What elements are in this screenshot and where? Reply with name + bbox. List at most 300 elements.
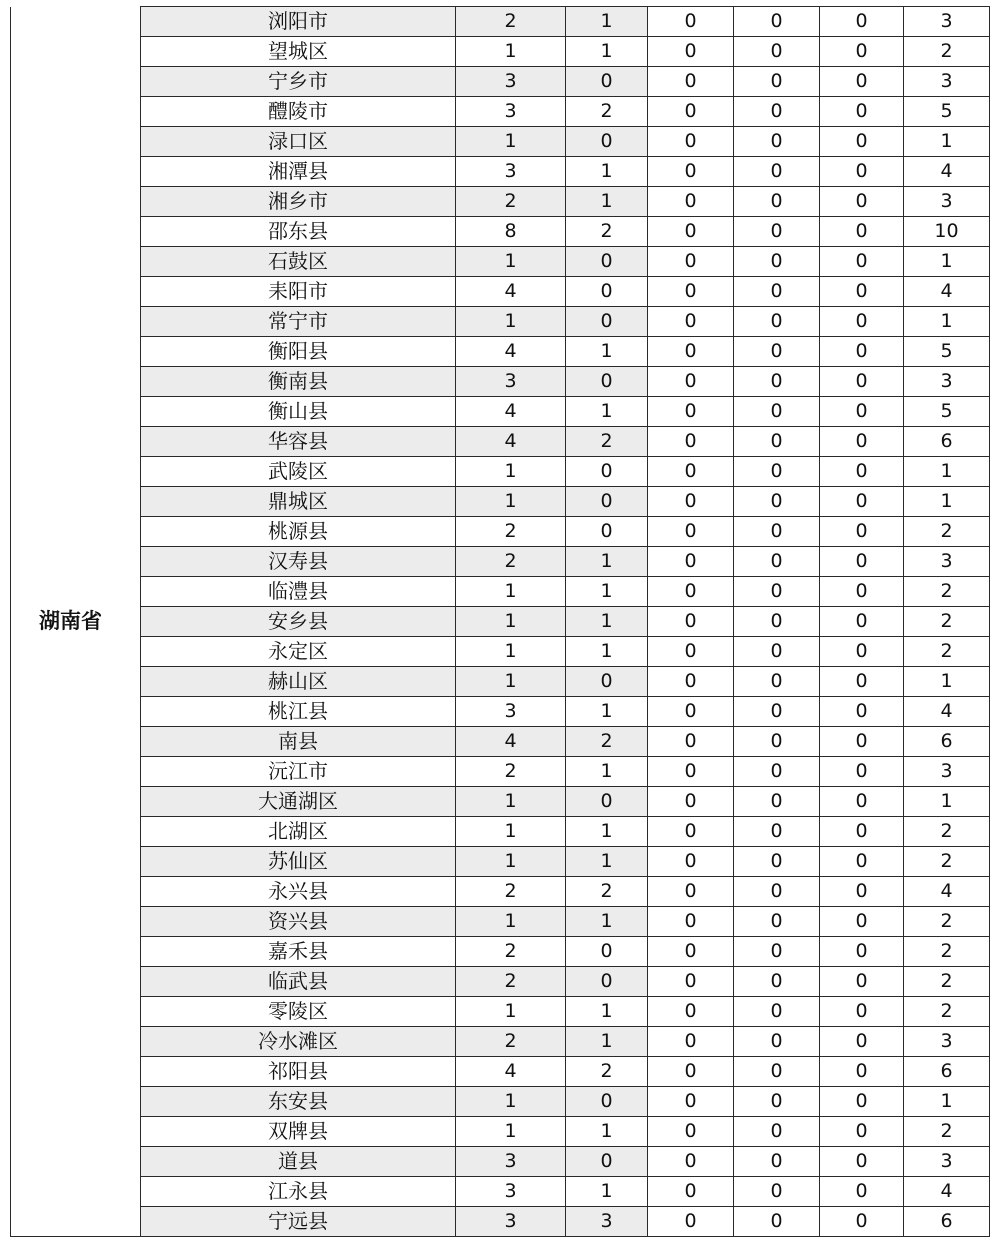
county-name-cell: 零陵区 [141, 997, 456, 1027]
count-cell-col1: 4 [456, 337, 566, 367]
count-cell-col2: 1 [566, 997, 648, 1027]
count-cell-col1: 1 [456, 1117, 566, 1147]
count-cell-col1: 1 [456, 817, 566, 847]
count-cell-col2: 1 [566, 907, 648, 937]
count-cell-col3: 0 [648, 607, 734, 637]
count-cell-col2: 1 [566, 157, 648, 187]
county-name-cell: 宁乡市 [141, 67, 456, 97]
count-cell-col6: 3 [904, 7, 990, 37]
table-row [11, 967, 990, 997]
count-cell-col4: 0 [734, 1117, 820, 1147]
count-cell-col1: 2 [456, 967, 566, 997]
count-cell-col5: 0 [820, 277, 904, 307]
count-cell-col2: 2 [566, 1057, 648, 1087]
count-cell-col3: 0 [648, 7, 734, 37]
count-cell-col6: 3 [904, 757, 990, 787]
count-cell-col3: 0 [648, 1117, 734, 1147]
count-cell-col1: 3 [456, 1147, 566, 1177]
count-cell-col1: 1 [456, 577, 566, 607]
count-cell-col4: 0 [734, 187, 820, 217]
count-cell-col4: 0 [734, 1207, 820, 1237]
county-name-cell: 永兴县 [141, 877, 456, 907]
count-cell-col1: 4 [456, 427, 566, 457]
count-cell-col1: 2 [456, 757, 566, 787]
count-cell-col6: 6 [904, 1207, 990, 1237]
count-cell-col3: 0 [648, 337, 734, 367]
table-row [11, 337, 990, 367]
county-name-cell: 祁阳县 [141, 1057, 456, 1087]
count-cell-col1: 4 [456, 1057, 566, 1087]
count-cell-col2: 0 [566, 1147, 648, 1177]
count-cell-col1: 1 [456, 457, 566, 487]
count-cell-col6: 1 [904, 787, 990, 817]
count-cell-col5: 0 [820, 307, 904, 337]
count-cell-col6: 4 [904, 697, 990, 727]
count-cell-col6: 3 [904, 187, 990, 217]
count-cell-col4: 0 [734, 877, 820, 907]
county-name-cell: 永定区 [141, 637, 456, 667]
count-cell-col4: 0 [734, 1027, 820, 1057]
count-cell-col3: 0 [648, 367, 734, 397]
count-cell-col5: 0 [820, 1147, 904, 1177]
count-cell-col4: 0 [734, 247, 820, 277]
count-cell-col5: 0 [820, 637, 904, 667]
count-cell-col4: 0 [734, 487, 820, 517]
count-cell-col2: 3 [566, 1207, 648, 1237]
count-cell-col1: 2 [456, 1027, 566, 1057]
count-cell-col2: 1 [566, 1117, 648, 1147]
count-cell-col4: 0 [734, 457, 820, 487]
count-cell-col5: 0 [820, 7, 904, 37]
count-cell-col4: 0 [734, 397, 820, 427]
count-cell-col3: 0 [648, 1177, 734, 1207]
count-cell-col6: 6 [904, 727, 990, 757]
count-cell-col5: 0 [820, 697, 904, 727]
count-cell-col5: 0 [820, 67, 904, 97]
count-cell-col6: 1 [904, 247, 990, 277]
count-cell-col5: 0 [820, 1117, 904, 1147]
count-cell-col2: 2 [566, 727, 648, 757]
count-cell-col2: 1 [566, 697, 648, 727]
count-cell-col2: 0 [566, 967, 648, 997]
count-cell-col6: 6 [904, 1057, 990, 1087]
data-table-container [10, 6, 990, 1237]
county-name-cell: 常宁市 [141, 307, 456, 337]
count-cell-col3: 0 [648, 457, 734, 487]
count-cell-col6: 1 [904, 667, 990, 697]
count-cell-col4: 0 [734, 667, 820, 697]
table-row [11, 97, 990, 127]
table-row [11, 637, 990, 667]
count-cell-col1: 4 [456, 277, 566, 307]
count-cell-col4: 0 [734, 967, 820, 997]
count-cell-col3: 0 [648, 517, 734, 547]
count-cell-col2: 1 [566, 757, 648, 787]
count-cell-col1: 2 [456, 517, 566, 547]
count-cell-col3: 0 [648, 997, 734, 1027]
count-cell-col6: 1 [904, 457, 990, 487]
table-row [11, 997, 990, 1027]
count-cell-col6: 2 [904, 637, 990, 667]
count-cell-col1: 1 [456, 487, 566, 517]
county-name-cell: 望城区 [141, 37, 456, 67]
count-cell-col1: 1 [456, 37, 566, 67]
count-cell-col1: 1 [456, 1087, 566, 1117]
count-cell-col2: 0 [566, 787, 648, 817]
count-cell-col6: 3 [904, 547, 990, 577]
count-cell-col5: 0 [820, 817, 904, 847]
count-cell-col1: 2 [456, 937, 566, 967]
count-cell-col5: 0 [820, 127, 904, 157]
count-cell-col3: 0 [648, 127, 734, 157]
county-name-cell: 南县 [141, 727, 456, 757]
count-cell-col1: 3 [456, 97, 566, 127]
county-name-cell: 鼎城区 [141, 487, 456, 517]
table-row [11, 667, 990, 697]
count-cell-col2: 0 [566, 367, 648, 397]
count-cell-col3: 0 [648, 247, 734, 277]
county-name-cell: 东安县 [141, 1087, 456, 1117]
count-cell-col3: 0 [648, 1057, 734, 1087]
count-cell-col3: 0 [648, 667, 734, 697]
count-cell-col5: 0 [820, 157, 904, 187]
count-cell-col3: 0 [648, 967, 734, 997]
count-cell-col2: 1 [566, 817, 648, 847]
count-cell-col5: 0 [820, 787, 904, 817]
count-cell-col4: 0 [734, 1057, 820, 1087]
count-cell-col3: 0 [648, 1207, 734, 1237]
count-cell-col6: 1 [904, 487, 990, 517]
county-name-cell: 嘉禾县 [141, 937, 456, 967]
county-name-cell: 湘潭县 [141, 157, 456, 187]
count-cell-col3: 0 [648, 697, 734, 727]
county-name-cell: 衡山县 [141, 397, 456, 427]
county-name-cell: 资兴县 [141, 907, 456, 937]
count-cell-col2: 2 [566, 97, 648, 127]
count-cell-col4: 0 [734, 127, 820, 157]
count-cell-col3: 0 [648, 787, 734, 817]
count-cell-col1: 1 [456, 787, 566, 817]
count-cell-col4: 0 [734, 607, 820, 637]
count-cell-col5: 0 [820, 967, 904, 997]
county-name-cell: 衡阳县 [141, 337, 456, 367]
count-cell-col5: 0 [820, 247, 904, 277]
count-cell-col3: 0 [648, 67, 734, 97]
table-row [11, 427, 990, 457]
table-row [11, 1027, 990, 1057]
count-cell-col5: 0 [820, 517, 904, 547]
count-cell-col5: 0 [820, 877, 904, 907]
count-cell-col2: 1 [566, 187, 648, 217]
count-cell-col1: 1 [456, 847, 566, 877]
count-cell-col6: 2 [904, 997, 990, 1027]
count-cell-col1: 2 [456, 187, 566, 217]
count-cell-col5: 0 [820, 1177, 904, 1207]
county-name-cell: 临武县 [141, 967, 456, 997]
count-cell-col6: 2 [904, 1117, 990, 1147]
county-name-cell: 安乡县 [141, 607, 456, 637]
count-cell-col2: 0 [566, 517, 648, 547]
count-cell-col3: 0 [648, 157, 734, 187]
county-name-cell: 道县 [141, 1147, 456, 1177]
count-cell-col5: 0 [820, 847, 904, 877]
table-row [11, 277, 990, 307]
count-cell-col1: 1 [456, 247, 566, 277]
count-cell-col6: 5 [904, 397, 990, 427]
count-cell-col1: 1 [456, 907, 566, 937]
county-name-cell: 耒阳市 [141, 277, 456, 307]
table-row [11, 547, 990, 577]
table-row [11, 1207, 990, 1237]
count-cell-col6: 1 [904, 127, 990, 157]
count-cell-col1: 4 [456, 397, 566, 427]
table-row [11, 787, 990, 817]
county-statistics-table [10, 6, 990, 1237]
count-cell-col6: 2 [904, 37, 990, 67]
count-cell-col4: 0 [734, 157, 820, 187]
table-row [11, 1087, 990, 1117]
count-cell-col2: 2 [566, 877, 648, 907]
count-cell-col1: 2 [456, 877, 566, 907]
county-name-cell: 武陵区 [141, 457, 456, 487]
county-name-cell: 汉寿县 [141, 547, 456, 577]
table-row [11, 817, 990, 847]
count-cell-col1: 8 [456, 217, 566, 247]
count-cell-col3: 0 [648, 847, 734, 877]
count-cell-col4: 0 [734, 577, 820, 607]
table-row [11, 7, 990, 37]
count-cell-col5: 0 [820, 397, 904, 427]
count-cell-col3: 0 [648, 187, 734, 217]
count-cell-col1: 1 [456, 127, 566, 157]
table-row [11, 1147, 990, 1177]
table-row [11, 307, 990, 337]
count-cell-col2: 1 [566, 637, 648, 667]
count-cell-col4: 0 [734, 757, 820, 787]
count-cell-col4: 0 [734, 847, 820, 877]
count-cell-col4: 0 [734, 37, 820, 67]
count-cell-col6: 5 [904, 97, 990, 127]
count-cell-col3: 0 [648, 1087, 734, 1117]
count-cell-col3: 0 [648, 637, 734, 667]
count-cell-col1: 2 [456, 7, 566, 37]
count-cell-col2: 0 [566, 457, 648, 487]
count-cell-col4: 0 [734, 637, 820, 667]
count-cell-col6: 5 [904, 337, 990, 367]
count-cell-col5: 0 [820, 367, 904, 397]
count-cell-col5: 0 [820, 757, 904, 787]
count-cell-col3: 0 [648, 307, 734, 337]
count-cell-col1: 3 [456, 697, 566, 727]
table-row [11, 487, 990, 517]
count-cell-col5: 0 [820, 607, 904, 637]
count-cell-col6: 1 [904, 1087, 990, 1117]
count-cell-col4: 0 [734, 997, 820, 1027]
count-cell-col4: 0 [734, 217, 820, 247]
count-cell-col6: 2 [904, 907, 990, 937]
table-row [11, 847, 990, 877]
county-name-cell: 华容县 [141, 427, 456, 457]
count-cell-col3: 0 [648, 397, 734, 427]
count-cell-col2: 0 [566, 487, 648, 517]
count-cell-col6: 3 [904, 1147, 990, 1177]
table-row [11, 607, 990, 637]
count-cell-col3: 0 [648, 277, 734, 307]
province-cell: 湖南省 [11, 7, 141, 1237]
count-cell-col5: 0 [820, 997, 904, 1027]
count-cell-col4: 0 [734, 727, 820, 757]
count-cell-col2: 2 [566, 427, 648, 457]
table-row [11, 187, 990, 217]
count-cell-col2: 0 [566, 247, 648, 277]
county-name-cell: 浏阳市 [141, 7, 456, 37]
count-cell-col1: 3 [456, 1207, 566, 1237]
count-cell-col2: 1 [566, 37, 648, 67]
county-name-cell: 北湖区 [141, 817, 456, 847]
count-cell-col4: 0 [734, 787, 820, 817]
count-cell-col3: 0 [648, 547, 734, 577]
county-name-cell: 苏仙区 [141, 847, 456, 877]
count-cell-col4: 0 [734, 1087, 820, 1117]
count-cell-col5: 0 [820, 937, 904, 967]
count-cell-col1: 3 [456, 367, 566, 397]
count-cell-col3: 0 [648, 817, 734, 847]
count-cell-col3: 0 [648, 97, 734, 127]
count-cell-col3: 0 [648, 577, 734, 607]
count-cell-col5: 0 [820, 667, 904, 697]
count-cell-col3: 0 [648, 757, 734, 787]
count-cell-col6: 3 [904, 67, 990, 97]
count-cell-col3: 0 [648, 217, 734, 247]
county-name-cell: 衡南县 [141, 367, 456, 397]
county-name-cell: 赫山区 [141, 667, 456, 697]
table-row [11, 67, 990, 97]
count-cell-col4: 0 [734, 277, 820, 307]
count-cell-col2: 0 [566, 667, 648, 697]
count-cell-col3: 0 [648, 427, 734, 457]
table-row [11, 577, 990, 607]
count-cell-col2: 0 [566, 277, 648, 307]
count-cell-col6: 4 [904, 277, 990, 307]
count-cell-col2: 0 [566, 1087, 648, 1117]
count-cell-col5: 0 [820, 187, 904, 217]
count-cell-col5: 0 [820, 727, 904, 757]
table-row [11, 757, 990, 787]
table-row [11, 877, 990, 907]
count-cell-col5: 0 [820, 1057, 904, 1087]
count-cell-col4: 0 [734, 1147, 820, 1177]
count-cell-col6: 2 [904, 937, 990, 967]
count-cell-col6: 2 [904, 847, 990, 877]
count-cell-col2: 1 [566, 607, 648, 637]
count-cell-col3: 0 [648, 937, 734, 967]
count-cell-col6: 6 [904, 427, 990, 457]
count-cell-col6: 4 [904, 157, 990, 187]
count-cell-col1: 1 [456, 637, 566, 667]
count-cell-col4: 0 [734, 7, 820, 37]
count-cell-col4: 0 [734, 547, 820, 577]
count-cell-col5: 0 [820, 547, 904, 577]
count-cell-col2: 1 [566, 547, 648, 577]
table-row [11, 247, 990, 277]
count-cell-col4: 0 [734, 697, 820, 727]
count-cell-col4: 0 [734, 907, 820, 937]
count-cell-col4: 0 [734, 517, 820, 547]
county-name-cell: 渌口区 [141, 127, 456, 157]
table-row [11, 1057, 990, 1087]
count-cell-col3: 0 [648, 487, 734, 517]
count-cell-col2: 0 [566, 127, 648, 157]
count-cell-col6: 3 [904, 1027, 990, 1057]
county-name-cell: 沅江市 [141, 757, 456, 787]
county-name-cell: 临澧县 [141, 577, 456, 607]
count-cell-col2: 0 [566, 937, 648, 967]
table-body [11, 7, 990, 1237]
count-cell-col6: 2 [904, 577, 990, 607]
table-row [11, 727, 990, 757]
count-cell-col6: 2 [904, 817, 990, 847]
count-cell-col1: 2 [456, 547, 566, 577]
table-row [11, 367, 990, 397]
count-cell-col2: 1 [566, 397, 648, 427]
county-name-cell: 湘乡市 [141, 187, 456, 217]
count-cell-col2: 1 [566, 337, 648, 367]
county-name-cell: 桃江县 [141, 697, 456, 727]
count-cell-col5: 0 [820, 37, 904, 67]
table-row [11, 517, 990, 547]
count-cell-col4: 0 [734, 367, 820, 397]
county-name-cell: 冷水滩区 [141, 1027, 456, 1057]
count-cell-col6: 4 [904, 1177, 990, 1207]
count-cell-col3: 0 [648, 1027, 734, 1057]
table-row [11, 937, 990, 967]
county-name-cell: 石鼓区 [141, 247, 456, 277]
count-cell-col1: 3 [456, 67, 566, 97]
count-cell-col3: 0 [648, 1147, 734, 1177]
count-cell-col6: 3 [904, 367, 990, 397]
count-cell-col1: 4 [456, 727, 566, 757]
count-cell-col5: 0 [820, 1207, 904, 1237]
count-cell-col5: 0 [820, 427, 904, 457]
count-cell-col1: 1 [456, 607, 566, 637]
county-name-cell: 宁远县 [141, 1207, 456, 1237]
count-cell-col5: 0 [820, 577, 904, 607]
count-cell-col1: 1 [456, 307, 566, 337]
count-cell-col2: 1 [566, 1177, 648, 1207]
table-row [11, 457, 990, 487]
count-cell-col2: 0 [566, 307, 648, 337]
count-cell-col4: 0 [734, 1177, 820, 1207]
table-row [11, 127, 990, 157]
table-row [11, 157, 990, 187]
count-cell-col6: 10 [904, 217, 990, 247]
table-row [11, 1117, 990, 1147]
count-cell-col2: 1 [566, 7, 648, 37]
count-cell-col1: 1 [456, 667, 566, 697]
count-cell-col5: 0 [820, 1027, 904, 1057]
count-cell-col6: 2 [904, 607, 990, 637]
count-cell-col5: 0 [820, 217, 904, 247]
county-name-cell: 双牌县 [141, 1117, 456, 1147]
count-cell-col6: 2 [904, 967, 990, 997]
count-cell-col5: 0 [820, 487, 904, 517]
count-cell-col4: 0 [734, 337, 820, 367]
county-name-cell: 邵东县 [141, 217, 456, 247]
count-cell-col4: 0 [734, 97, 820, 127]
count-cell-col4: 0 [734, 307, 820, 337]
count-cell-col3: 0 [648, 877, 734, 907]
count-cell-col5: 0 [820, 907, 904, 937]
